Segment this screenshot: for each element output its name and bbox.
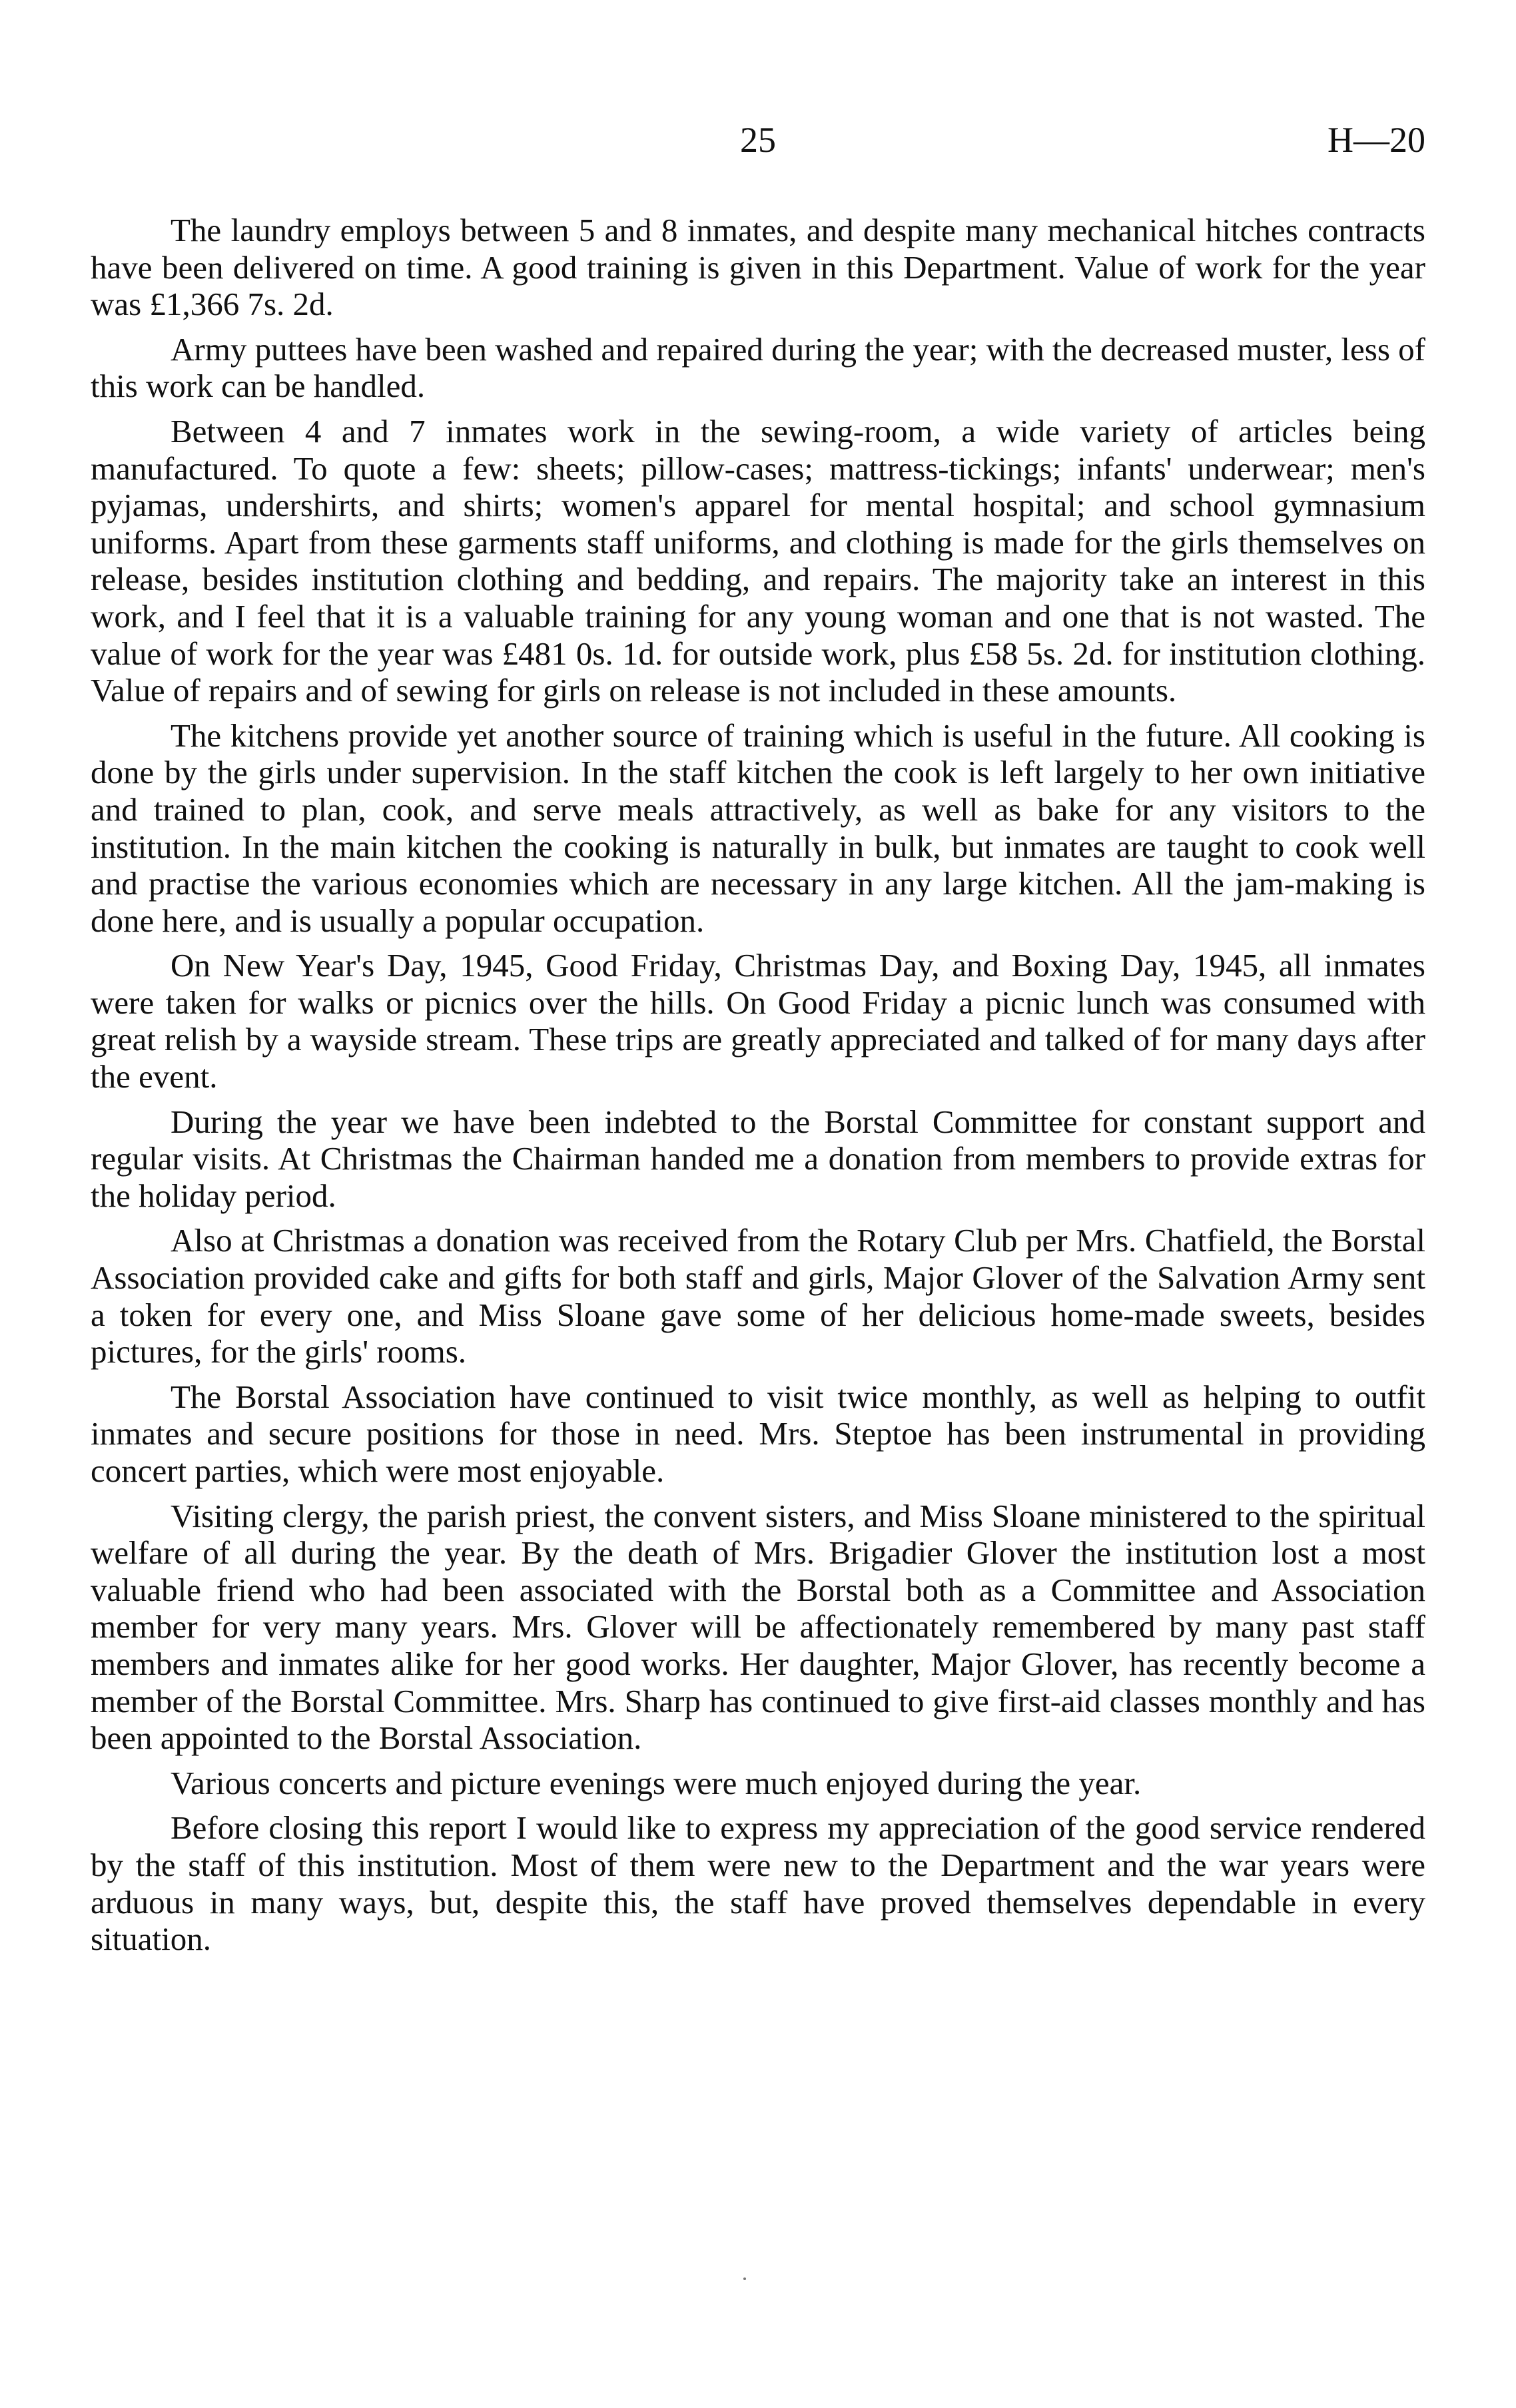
paragraph-army-puttees: Army puttees have been washed and repaired during the year; with the decreased muster, less of this work can be handled. (91, 330, 1425, 405)
document-reference: H—20 (1327, 120, 1425, 160)
paragraph-laundry: The laundry employs between 5 and 8 inmates, and despite many mechanical hitches contracts have been delivered on time. A good training is given in this Department. Value of work for the year was £1,366 7s. 2d. (91, 212, 1425, 323)
paragraph-borstal-committee: During the year we have been indebted to the Borstal Committee for constant support and regular visits. At Christmas the Chairman handed me a donation from members to provide extras for the holiday period. (91, 1103, 1425, 1214)
paragraph-holidays: On New Year's Day, 1945, Good Friday, Christmas Day, and Boxing Day, 1945, all inmates were taken for walks or picnics over the hills. On Good Friday a picnic lunch was consumed with great relish by a wayside stream. These trips are greatly appreciated and talked of for many days after the event. (91, 947, 1425, 1095)
page-number: 25 (740, 120, 776, 160)
paragraph-visiting-clergy: Visiting clergy, the parish priest, the convent sisters, and Miss Sloane ministered to the spiritual welfare of all during the year. By the death of Mrs. Brigadier Glover the institution lost a most valuable friend who had been associated with the Borstal both as a Committee and Association member for very many years. Mrs. Glover will be affectionately remembered by many past staff members and inmates alike for her good works. Her daughter, Major Glover, has recently become a member of the Borstal Committee. Mrs. Sharp has continued to give first-aid classes monthly and has been appointed to the Borstal Association. (91, 1497, 1425, 1757)
paragraph-christmas-donations: Also at Christmas a donation was received from the Rotary Club per Mrs. Chatfield, the Borstal Association provided cake and gifts for both staff and girls, Major Glover of the Salvation Army sent a token for every one, and Miss Sloane gave some of her delicious home-made sweets, besides pictures, for the girls' rooms. (91, 1222, 1425, 1370)
report-body (91, 212, 1425, 1966)
paragraph-borstal-association: The Borstal Association have continued to visit twice monthly, as well as helping to outfit inmates and secure positions for those in need. Mrs. Steptoe has been instrumental in providing concert parties, which were most enjoyable. (91, 1378, 1425, 1489)
print-speck (743, 2277, 746, 2280)
paragraph-sewing-room: Between 4 and 7 inmates work in the sewing-room, a wide variety of articles being manufactured. To quote a few: sheets; pillow-cases; mattress-tickings; infants' underwear; men's pyjamas, undershirts, and shirts; women's apparel for mental hospital; and school gymnasium uniforms. Apart from these garments staff uniforms, and clothing is made for the girls themselves on release, besides institution clothing and bedding, and repairs. The majority take an interest in this work, and I feel that it is a valuable training for any young woman and one that is not wasted. The value of work for the year was £481 0s. 1d. for outside work, plus £58 5s. 2d. for institution clothing. Value of repairs and of sewing for girls on release is not included in these amounts. (91, 412, 1425, 709)
paragraph-closing: Before closing this report I would like to express my appreciation of the good service rendered by the staff of this institution. Most of them were new to the Department and the war years were arduous in many ways, but, despite this, the staff have proved themselves dependable in every situation. (91, 1809, 1425, 1958)
page-header (91, 120, 1425, 166)
paragraph-concerts: Various concerts and picture evenings were much enjoyed during the year. (171, 1764, 1142, 1801)
paragraph-kitchens: The kitchens provide yet another source of training which is useful in the future. All cooking is done by the girls under supervision. In the staff kitchen the cook is left largely to her own initiative and trained to plan, cook, and serve meals attractively, as well as bake for any visitors to the institution. In the main kitchen the cooking is naturally in bulk, but inmates are taught to cook well and practise the various economies which are necessary in any large kitchen. All the jam-making is done here, and is usually a popular occupation. (91, 717, 1425, 939)
